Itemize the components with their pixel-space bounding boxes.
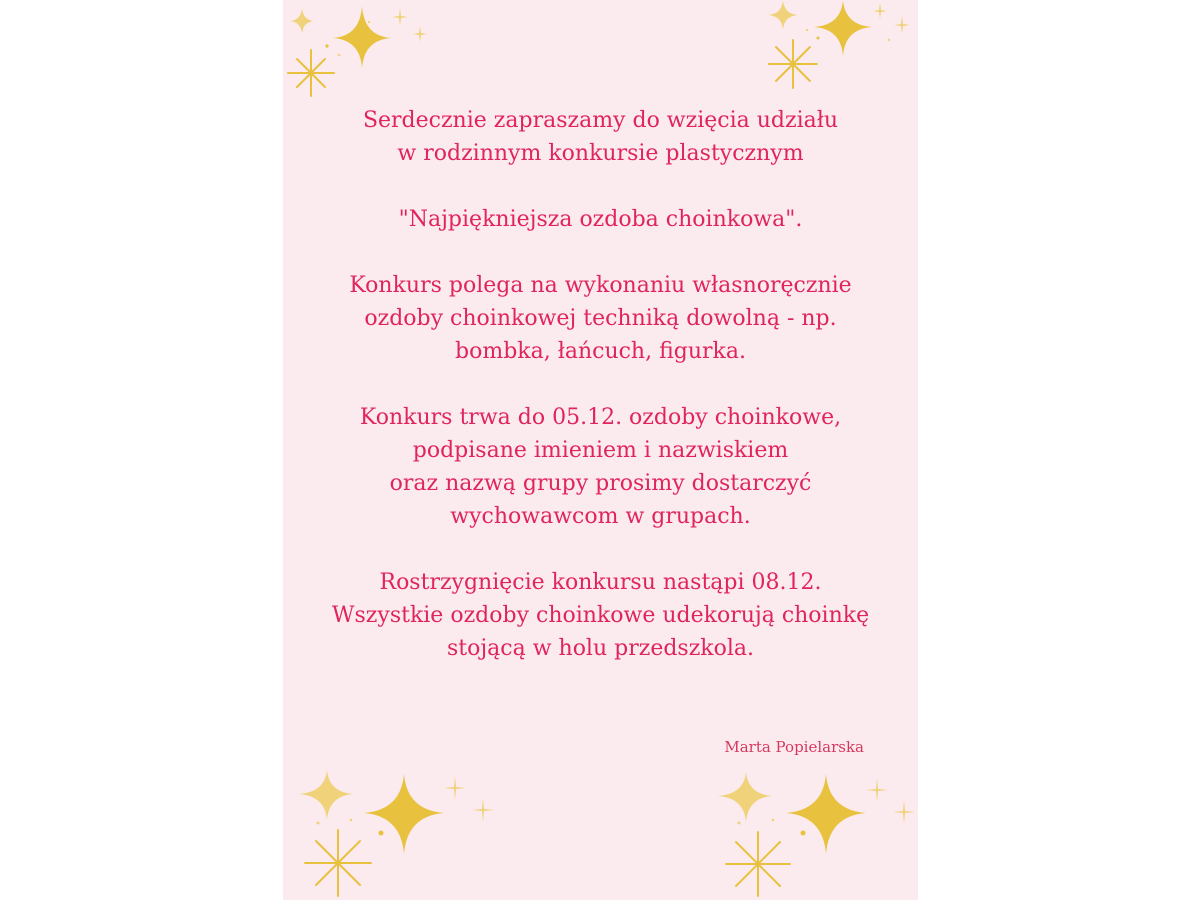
sparkle-cluster-bottom-right <box>718 772 915 896</box>
text-line: Serdecznie zapraszamy do wzięcia udziału <box>362 108 839 133</box>
sparkle-cluster-top-right <box>768 0 910 88</box>
contest-title <box>283 203 918 236</box>
text-line: wychowawcom w grupach. <box>450 504 751 529</box>
sparkle-star-icon <box>333 6 391 68</box>
sparkle-star-icon <box>718 772 772 822</box>
sparkle-star-icon <box>726 832 790 896</box>
invitation-page <box>283 0 918 900</box>
sparkle-star-icon <box>413 26 427 42</box>
text-line: podpisane imieniem i nazwiskiem <box>412 438 789 463</box>
text-line: Wszystkie ozdoby choinkowe udekorują choinkę <box>331 603 870 628</box>
sparkle-star-icon <box>786 774 866 854</box>
sparkle-star-icon <box>305 830 371 896</box>
contest-description <box>283 269 918 368</box>
sparkle-star-icon <box>769 40 817 88</box>
sparkle-cluster-bottom-left <box>299 770 494 896</box>
sparkle-star-icon <box>768 0 798 30</box>
sparkle-star-icon <box>893 800 915 824</box>
contest-results <box>283 566 918 665</box>
text-line: w rodzinnym konkursie plastycznym <box>397 141 804 166</box>
sparkle-star-icon <box>364 774 444 854</box>
contest-deadline <box>283 401 918 533</box>
sparkle-star-icon <box>288 50 334 96</box>
sparkle-star-icon <box>894 16 910 34</box>
text-line: "Najpiękniejsza ozdoba choinkowa". <box>398 207 803 232</box>
sparkle-cluster-top-left <box>288 6 427 96</box>
sparkle-star-icon <box>290 8 314 34</box>
sparkle-star-icon <box>866 778 888 802</box>
invitation-paragraph <box>283 104 918 170</box>
text-line: bombka, łańcuch, figurka. <box>455 339 746 364</box>
sparkle-star-icon <box>873 3 887 19</box>
sparkle-star-icon <box>444 776 466 800</box>
text-line: oraz nazwą grupy prosimy dostarczyć <box>389 471 812 496</box>
sparkle-star-icon <box>814 0 872 56</box>
text-line: Konkurs polega na wykonaniu własnoręcznie <box>349 273 852 298</box>
text-line: stojącą w holu przedszkola. <box>446 636 755 661</box>
sparkle-star-icon <box>299 770 353 820</box>
text-line: ozdoby choinkowej techniką dowolną - np. <box>364 306 837 331</box>
text-line: Konkurs trwa do 05.12. ozdoby choinkowe, <box>359 405 842 430</box>
sparkle-star-icon <box>392 8 408 26</box>
text-line: Rostrzygnięcie konkursu nastąpi 08.12. <box>379 570 822 595</box>
sparkle-star-icon <box>472 798 494 822</box>
signature: Marta Popielarska <box>724 738 864 756</box>
invitation-text <box>283 104 918 698</box>
